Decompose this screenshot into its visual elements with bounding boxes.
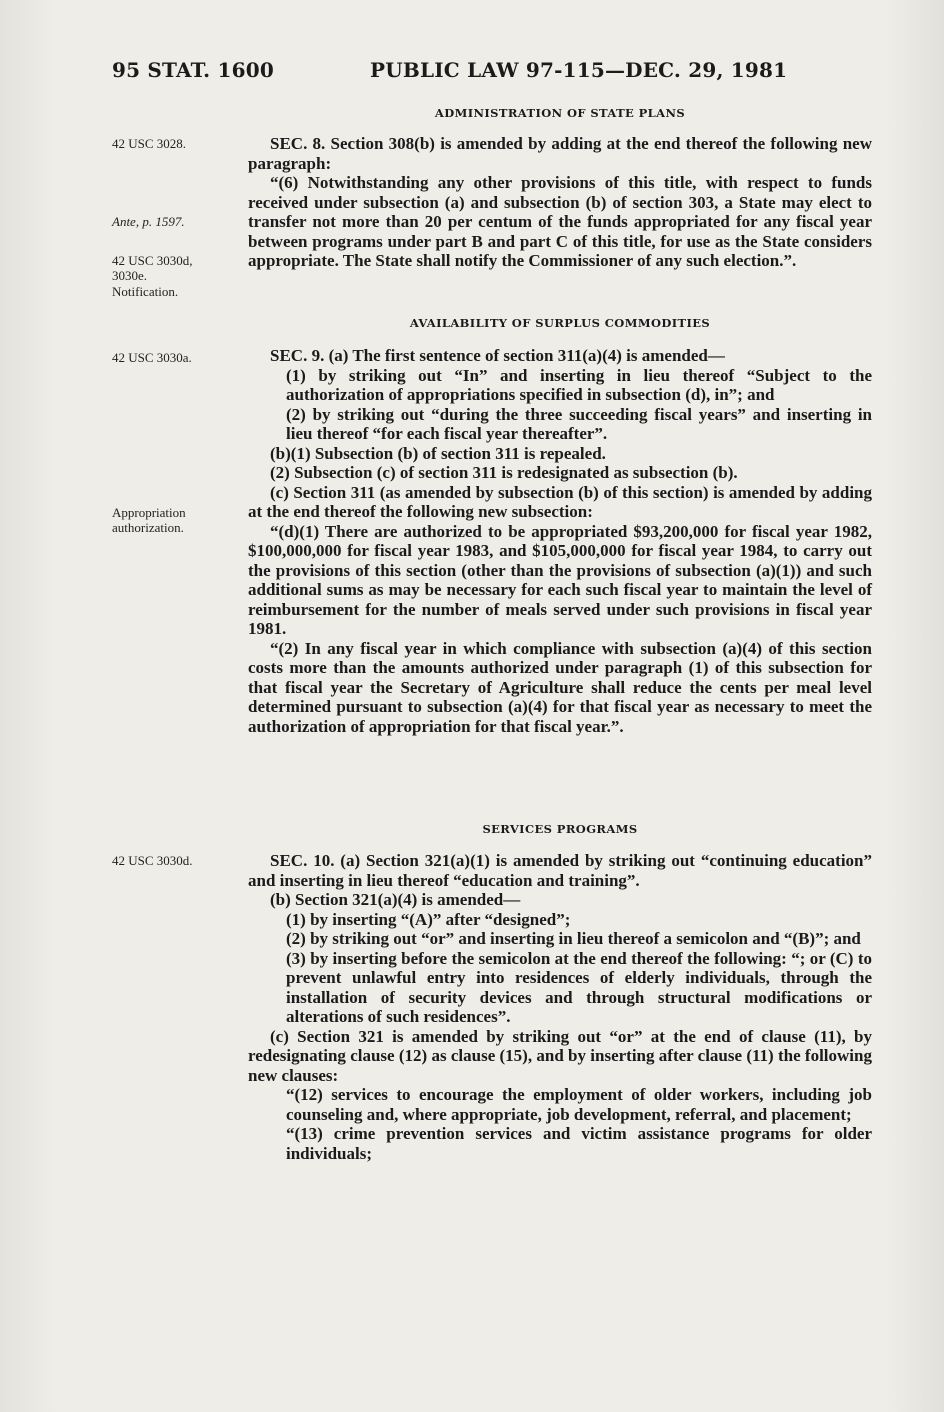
paragraph: SEC. 10. (a) Section 321(a)(1) is amended by striking out “continuing education” and inserting in lieu thereof “education and training”.	[248, 851, 872, 890]
section-heading: ADMINISTRATION OF STATE PLANS	[434, 106, 686, 120]
section-9-body	[248, 346, 872, 736]
paragraph: (2) by striking out “or” and inserting in lieu thereof a semicolon and “(B)”; and	[286, 929, 861, 948]
paragraph: SEC. 9. (a) The first sentence of section 311(a)(4) is amended—	[270, 346, 725, 365]
paragraph: “(d)(1) There are authorized to be appropriated $93,200,000 for fiscal year 1982, $100,000,000 for fiscal year 1983, and $105,000,000 for fiscal year 1984, to carry out the provisions of this section (other than the provisions of subsection (a)(1)) and such additional sums as may be necessary for each such fiscal year to maintain the level of reimbursement for the number of meals served under such provisions in fiscal year 1981.	[248, 521, 872, 638]
paragraph: “(6) Notwithstanding any other provisions of this title, with respect to funds received under subsection (a) and subsection (b) of section 303, a State may elect to transfer not more than 20 per centum of the funds appropriated for any fiscal year between programs under part B and part C of this title, for use as the State considers appropriate. The State shall notify the Commissioner of any such election.”.	[248, 173, 872, 270]
paragraph: (b)(1) Subsection (b) of section 311 is repealed.	[270, 443, 606, 463]
paragraph: “(2) In any fiscal year in which compliance with subsection (a)(4) of this section costs more than the amounts authorized under paragraph (1) of this subsection for that fiscal year the Secretary of Agriculture shall reduce the cents per meal level determined pursuant to subsection (a)(4) for that fiscal year as necessary to meet the authorization of appropriation for that fiscal year.”.	[248, 638, 872, 736]
paragraph: SEC. 8. Section 308(b) is amended by adding at the end thereof the following new paragraph:	[248, 134, 872, 173]
margin-note: 42 USC 3030a.	[112, 350, 192, 365]
margin-note: 42 USC 3030d, 3030e.	[112, 253, 193, 283]
paragraph: (3) by inserting before the semicolon at the end thereof the following: “; or (C) to prevent unlawful entry into residences of elderly individuals, through the installation of security devices and through structural modifications or alterations of such residences”.	[286, 948, 872, 1026]
paragraph: (2) by striking out “during the three succeeding fiscal years” and inserting in lieu thereof “for each fiscal year thereafter”.	[286, 404, 872, 443]
paragraph: (1) by striking out “In” and inserting in lieu thereof “Subject to the authorization of appropriations specified in subsection (d), in”; and	[286, 365, 872, 404]
section-heading: AVAILABILITY OF SURPLUS COMMODITIES	[409, 316, 711, 330]
section-heading: SERVICES PROGRAMS	[482, 822, 638, 836]
section-10-body	[248, 851, 872, 1163]
public-law-title: PUBLIC LAW 97-115—DEC. 29, 1981	[370, 58, 788, 82]
margin-note: Ante, p. 1597.	[112, 214, 185, 229]
paragraph: (1) by inserting “(A)” after “designed”;	[286, 909, 571, 929]
margin-note: Appropriation authorization.	[112, 505, 186, 535]
section-8-body	[248, 134, 872, 271]
statute-citation: 95 STAT. 1600	[112, 58, 274, 82]
margin-note: Notification.	[112, 284, 179, 299]
paragraph: (c) Section 311 (as amended by subsection (b) of this section) is amended by adding at the end thereof the following new subsection:	[248, 482, 872, 521]
paragraph: “(13) crime prevention services and victim assistance programs for older individuals;	[286, 1124, 872, 1163]
paragraph: (c) Section 321 is amended by striking out “or” at the end of clause (11), by redesignating clause (12) as clause (15), and by inserting after clause (11) the following new clauses:	[248, 1026, 872, 1085]
margin-note: 42 USC 3030d.	[112, 853, 193, 868]
margin-note: 42 USC 3028.	[112, 136, 187, 151]
paragraph: “(12) services to encourage the employment of older workers, including job counseling and, where appropriate, job development, referral, and placement;	[286, 1085, 872, 1124]
paragraph: (b) Section 321(a)(4) is amended—	[270, 890, 521, 909]
paragraph: (2) Subsection (c) of section 311 is redesignated as subsection (b).	[270, 463, 738, 482]
